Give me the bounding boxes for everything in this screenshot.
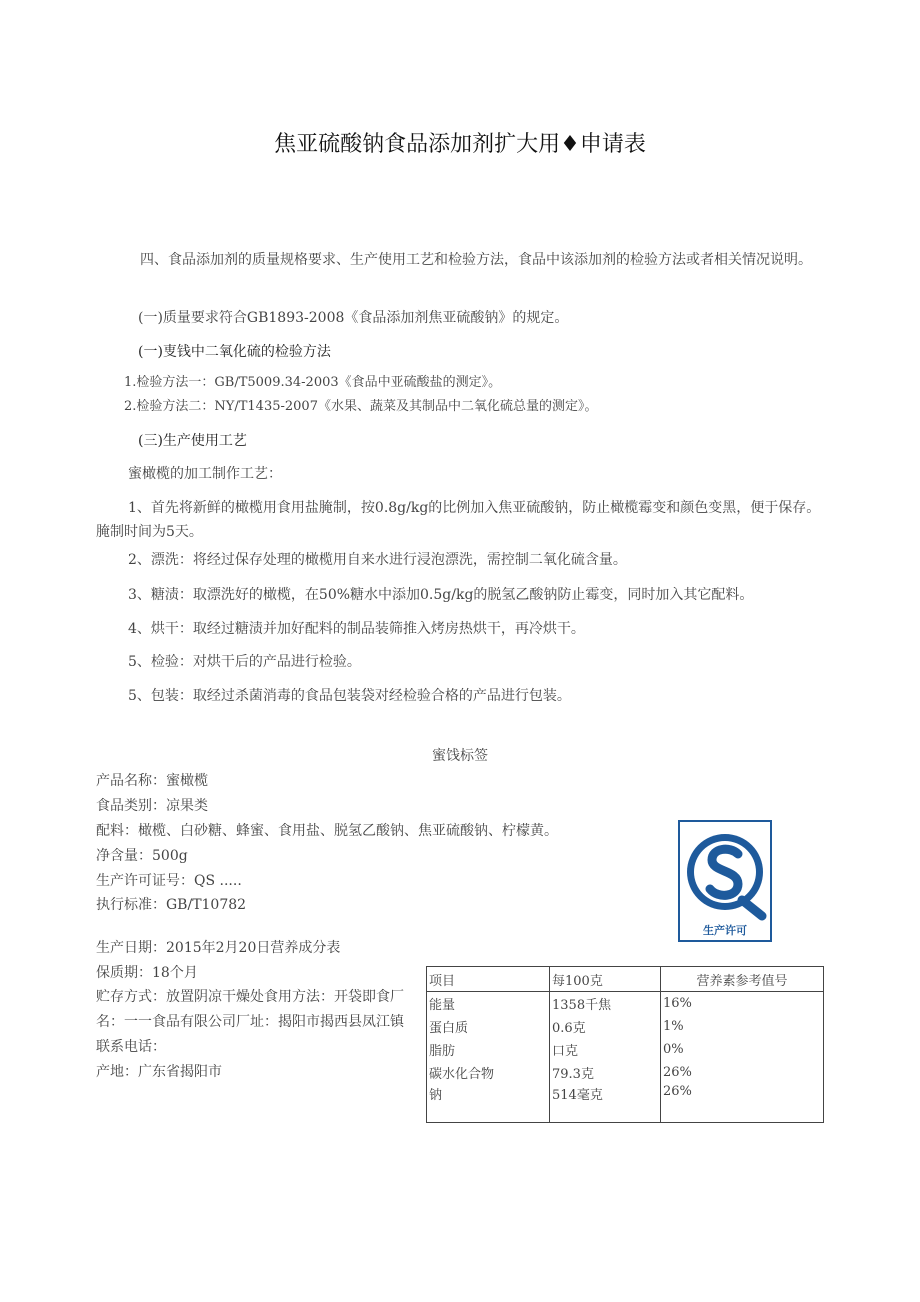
table-cell: 1% bbox=[661, 1015, 824, 1038]
process-step: 5、检验：对烘干后的产品进行检验。 bbox=[128, 654, 361, 670]
process-step: 3、糖渍：取漂洗好的橄榄，在50%糖水中添加0.5g/kg的脱氢乙酸钠防止霉变，同时加入其它配料。 bbox=[128, 587, 754, 603]
table-cell: 脂肪 bbox=[427, 1038, 550, 1061]
process-step: 1、首先将新鲜的橄榄用食用盐腌制，按0.8g/kg的比例加入焦亚硫酸钠，防止橄榄霉变和颜色变黑，便于保存。腌制时间为5天。 bbox=[96, 500, 821, 540]
label-line: 食品类别：凉果类 bbox=[96, 798, 208, 814]
process-intro: 蜜橄榄的加工制作工艺： bbox=[128, 466, 282, 482]
table-row bbox=[427, 1084, 824, 1104]
process-step: 5、包装：取经过杀菌消毒的食品包装袋对经检验合格的产品进行包装。 bbox=[128, 688, 571, 704]
test-method-1: 1.检验方法一：GB/T5009.34-2003《食品中亚硫酸盐的测定》。 bbox=[124, 375, 502, 390]
process-step: 4、烘干：取经过糖渍并加好配料的制品装筛推入烤房热烘干，再冷烘干。 bbox=[128, 621, 585, 637]
table-cell: 16% bbox=[661, 992, 824, 1016]
table-cell: 能量 bbox=[427, 992, 550, 1016]
table-cell: 514毫克 bbox=[550, 1084, 661, 1104]
process-step: 2、漂洗：将经过保存处理的橄榄用自来水进行浸泡漂洗，需控制二氧化硫含量。 bbox=[128, 552, 627, 568]
section-quality: (一)质量要求符合GB1893-2008《食品添加剂焦亚硫酸钠》的规定。 bbox=[138, 310, 569, 326]
table-row bbox=[427, 1038, 824, 1061]
table-cell: 26% bbox=[661, 1061, 824, 1084]
table-cell: 口克 bbox=[550, 1038, 661, 1061]
table-row bbox=[427, 1015, 824, 1038]
table-cell: 0% bbox=[661, 1038, 824, 1061]
table-header-row bbox=[427, 967, 824, 992]
table-cell: 钠 bbox=[427, 1084, 550, 1104]
label-title: 蜜饯标签 bbox=[432, 748, 488, 764]
qs-license-logo bbox=[678, 820, 772, 942]
table-cell: 79.3克 bbox=[550, 1061, 661, 1084]
qs-logo-text: 生产许可 bbox=[703, 924, 747, 937]
label-storage-block bbox=[96, 985, 408, 1085]
page-title: 焦亚硫酸钠食品添加剂扩大用♦申请表 bbox=[274, 132, 646, 157]
table-row bbox=[427, 992, 824, 1016]
table-cell: 1358千焦 bbox=[550, 992, 661, 1016]
table-cell: 0.6克 bbox=[550, 1015, 661, 1038]
label-line: 保质期：18个月 bbox=[96, 965, 198, 981]
table-cell: 蛋白质 bbox=[427, 1015, 550, 1038]
label-storage-text: 贮存方式：放置阴凉干燥处食用方法：开袋即食厂名：一一食品有限公司厂址：揭阳市揭西县凤江镇联系电话： bbox=[96, 989, 404, 1055]
intro-paragraph: 四、食品添加剂的质量规格要求、生产使用工艺和检验方法，食品中该添加剂的检验方法或者相关情况说明。 bbox=[140, 252, 812, 268]
table-header: 营养素参考值号 bbox=[661, 967, 824, 992]
label-line: 生产许可证号：QS ..... bbox=[96, 873, 242, 889]
table-row bbox=[427, 1061, 824, 1084]
label-line: 执行标准：GB/T10782 bbox=[96, 897, 247, 913]
table-header: 每100克 bbox=[550, 967, 661, 992]
section-process-heading: (三)生产使用工艺 bbox=[138, 433, 247, 449]
label-line: 配料：橄榄、白砂糖、蜂蜜、食用盐、脱氢乙酸钠、焦亚硫酸钠、柠檬黄。 bbox=[96, 823, 558, 839]
table-cell: 碳水化合物 bbox=[427, 1061, 550, 1084]
label-line: 产品名称：蜜橄榄 bbox=[96, 773, 208, 789]
table-cell: 26% bbox=[661, 1084, 824, 1104]
section-test-method-heading: (一)叓钱中二氧化硫的检验方法 bbox=[138, 344, 331, 360]
table-spacer-row bbox=[427, 1104, 824, 1123]
test-method-2: 2.检验方法二：NY/T1435-2007《水果、蔬菜及其制品中二氧化硫总量的测定》。 bbox=[124, 399, 598, 414]
label-line: 净含量：500g bbox=[96, 848, 188, 864]
nutrition-table bbox=[426, 966, 824, 1123]
label-line: 生产日期：2015年2月20日营养成分表 bbox=[96, 940, 341, 956]
table-header: 项目 bbox=[427, 967, 550, 992]
label-origin: 产地：广东省揭阳市 bbox=[96, 1064, 222, 1080]
